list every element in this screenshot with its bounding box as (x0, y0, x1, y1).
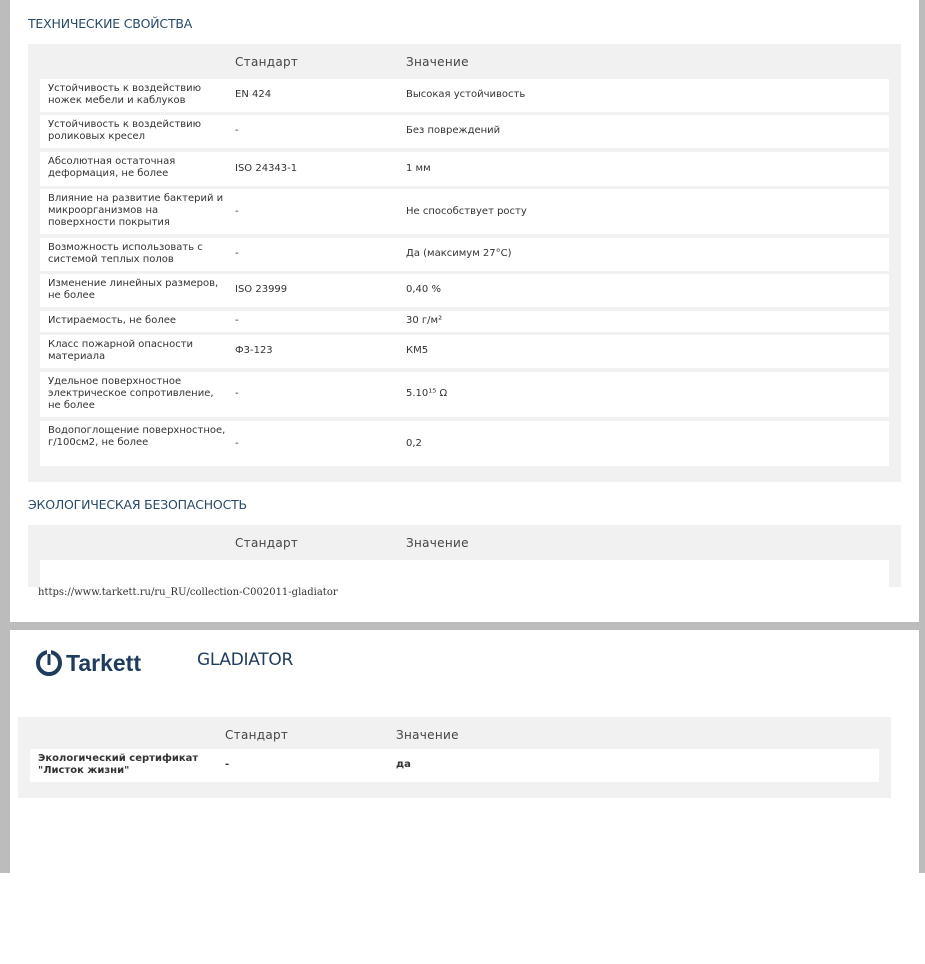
table-row (40, 421, 889, 466)
table-row (40, 79, 889, 112)
table-header (28, 44, 901, 78)
row-name: Изменение линейных размеров, не более (48, 278, 219, 301)
row-name: Класс пожарной опасности материала (48, 339, 194, 362)
header-standard: Стандарт (235, 55, 299, 69)
row-value: 1 мм (406, 163, 431, 174)
header-standard: Стандарт (235, 536, 299, 550)
row-name: Возможность использовать с системой теплых полов (48, 242, 203, 265)
row-value: Без повреждений (406, 125, 501, 136)
technical-properties-table (28, 44, 901, 482)
certificate-table (18, 717, 891, 798)
section-title-technical: ТЕХНИЧЕСКИЕ СВОЙСТВА (28, 16, 193, 31)
row-value: да (396, 759, 411, 770)
table-row (40, 372, 889, 417)
row-value: 0,40 % (406, 284, 441, 295)
table-row (40, 335, 889, 368)
row-value: 30 г/м² (406, 315, 443, 326)
logo-text: Tarkett (66, 650, 141, 676)
row-standard: - (235, 248, 239, 259)
document-page-1 (10, 0, 919, 622)
table-row (40, 152, 889, 186)
row-value: 0,2 (406, 438, 422, 449)
row-standard: - (235, 206, 239, 217)
footer-url: https://www.tarkett.ru/ru_RU/collection-C002011-gladiator (38, 587, 338, 598)
table-row (40, 274, 889, 307)
row-name: Устойчивость к воздействию ножек мебели и каблуков (48, 83, 202, 106)
section-title-ecological: ЭКОЛОГИЧЕСКАЯ БЕЗОПАСНОСТЬ (28, 497, 247, 512)
row-standard: - (235, 438, 239, 449)
row-name: Устойчивость к воздействию роликовых кресел (48, 119, 202, 142)
table-row (40, 189, 889, 234)
header-value: Значение (396, 728, 459, 742)
header-value: Значение (406, 536, 469, 550)
row-value: Высокая устойчивость (406, 89, 526, 100)
row-name: Водопоглощение поверхностное, г/100см2, не более (48, 425, 226, 448)
row-name: Абсолютная остаточная деформация, не более (48, 156, 176, 179)
row-value: КМ5 (406, 345, 429, 356)
table-header (28, 525, 901, 559)
row-value: Не способствует росту (406, 206, 527, 217)
table-row (40, 311, 889, 332)
ecological-safety-table (28, 525, 901, 587)
row-standard: Ф3-123 (235, 345, 273, 356)
row-standard: ISO 23999 (235, 284, 288, 295)
table-header (18, 717, 891, 751)
row-standard: - (235, 125, 239, 136)
row-standard: - (235, 388, 239, 399)
row-name: Экологический сертификат "Листок жизни" (38, 753, 199, 776)
table-row (40, 238, 889, 271)
row-value: Да (максимум 27°C) (406, 248, 512, 259)
row-standard: ISO 24343-1 (235, 163, 298, 174)
table-row (40, 560, 889, 587)
row-name: Удельное поверхностное электрическое сопротивление, не более (48, 376, 214, 411)
product-title: GLADIATOR (197, 650, 293, 670)
row-name: Истираемость, не более (48, 315, 177, 326)
row-standard: - (225, 759, 230, 770)
row-name: Влияние на развитие бактерий и микроорганизмов на поверхности покрытия (48, 193, 224, 228)
row-standard: - (235, 315, 239, 326)
row-value: 5.10¹⁵ Ω (406, 388, 448, 399)
row-standard: EN 424 (235, 89, 272, 100)
blank-area (0, 873, 925, 964)
header-standard: Стандарт (225, 728, 289, 742)
tarkett-logo (36, 648, 166, 678)
table-row (40, 115, 889, 148)
header-value: Значение (406, 55, 469, 69)
table-row (30, 749, 879, 782)
